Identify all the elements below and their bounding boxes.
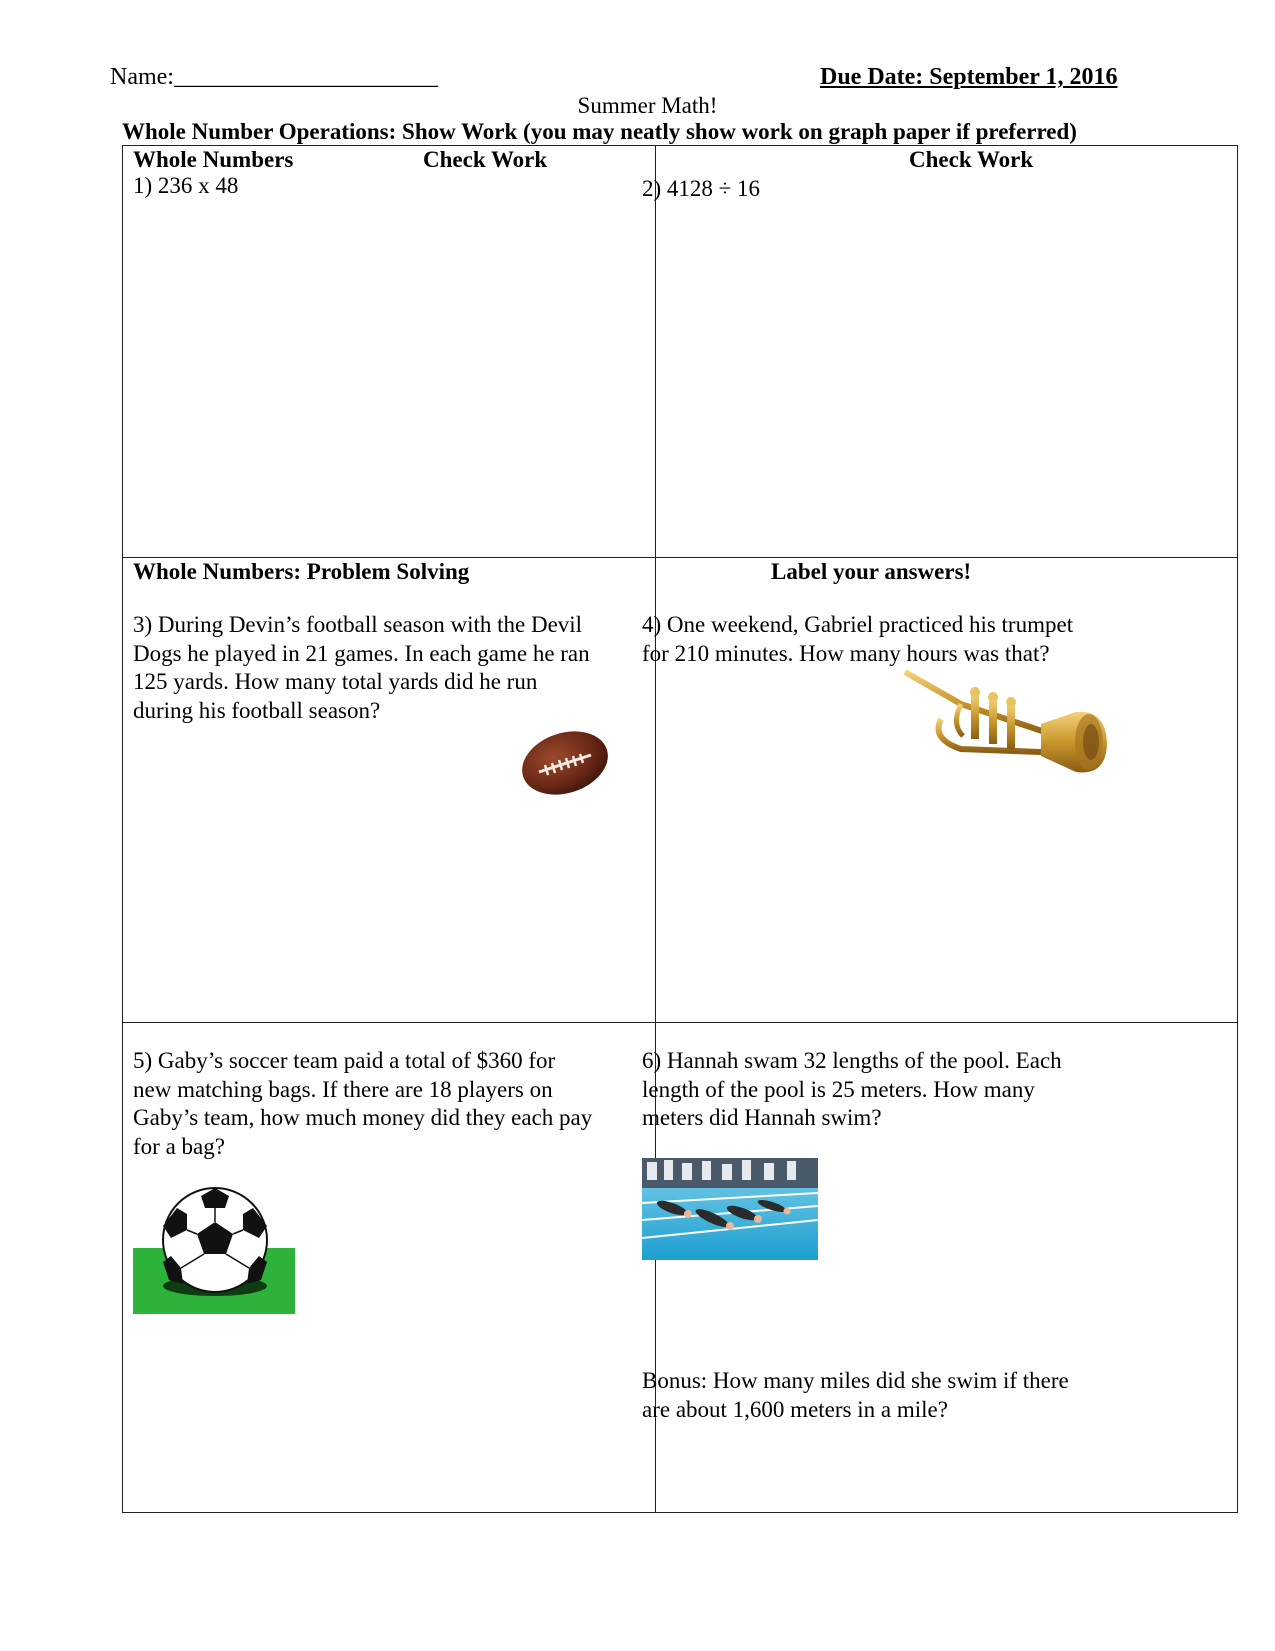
problem-5-line: new matching bags. If there are 18 players on	[133, 1076, 553, 1102]
label-answers-heading: Label your answers!	[771, 559, 972, 584]
due-date: Due Date: September 1, 2016	[820, 64, 1118, 90]
problem-6-line: 6) Hannah swam 32 lengths of the pool. Each	[642, 1048, 1062, 1073]
problem-4	[642, 611, 1073, 668]
soccer-ball-icon	[133, 1186, 295, 1314]
worksheet-grid	[122, 145, 1238, 1513]
problem-6-line: length of the pool is 25 meters. How many	[642, 1076, 1035, 1102]
section-heading: Whole Number Operations: Show Work (you may neatly show work on graph paper if preferred)	[122, 119, 1077, 144]
page-title: Summer Math!	[577, 93, 718, 118]
problem-3-line: during his football season?	[133, 697, 381, 723]
problem-1: 1) 236 x 48	[133, 173, 239, 198]
problem-2: 2) 4128 ÷ 16	[642, 176, 761, 201]
problem-6-line: meters did Hannah swim?	[642, 1105, 882, 1130]
problem-solving-heading: Whole Numbers: Problem Solving	[133, 559, 470, 584]
trumpet-icon	[901, 664, 1111, 779]
problem-5-line: Gaby’s team, how much money did they each pay	[133, 1105, 593, 1130]
football-icon	[519, 728, 611, 798]
bonus-question	[642, 1367, 1069, 1424]
problem-3-line: Dogs he played in 21 games. In each game he ran	[133, 640, 590, 666]
problem-3	[133, 611, 590, 725]
problem-4-line: for 210 minutes. How many hours was that?	[642, 640, 1050, 666]
problem-4-line: 4) One weekend, Gabriel practiced his trumpet	[642, 612, 1074, 637]
bonus-line: are about 1,600 meters in a mile?	[642, 1396, 948, 1422]
swimmers-photo	[642, 1158, 818, 1260]
problem-3-line: 125 yards. How many total yards did he run	[133, 669, 538, 694]
problem-3-line: 3) During Devin’s football season with the Devil	[133, 612, 583, 637]
row-divider-2	[123, 1022, 1237, 1023]
name-field-label: Name:______________________	[110, 64, 438, 90]
problem-5-line: for a bag?	[133, 1133, 225, 1159]
bonus-line: Bonus: How many miles did she swim if there	[642, 1368, 1069, 1393]
problem-5	[133, 1047, 592, 1161]
check-work-label-right: Check Work	[909, 147, 1034, 172]
check-work-label-left: Check Work	[423, 147, 548, 172]
problem-5-line: 5) Gaby’s soccer team paid a total of $360 for	[133, 1048, 556, 1073]
column-divider	[655, 146, 656, 1512]
problem-6	[642, 1047, 1062, 1133]
whole-numbers-heading: Whole Numbers	[133, 147, 294, 172]
